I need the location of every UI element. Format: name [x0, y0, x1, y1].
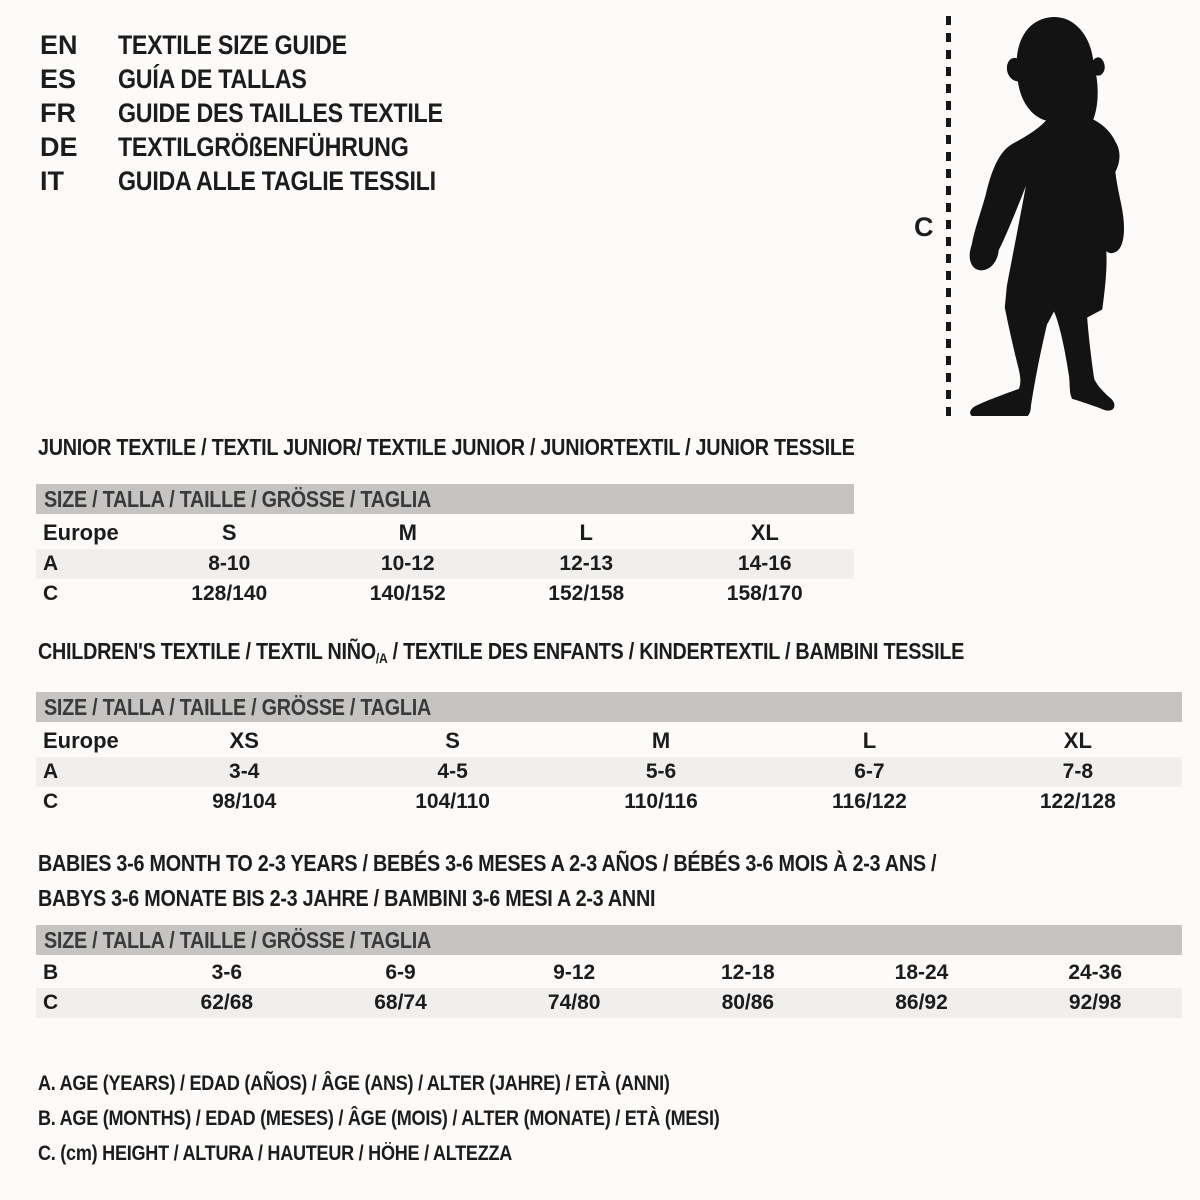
- size-value: 74/80: [547, 991, 601, 1014]
- nino-a-subscript: /A: [375, 650, 388, 666]
- size-value: 104/110: [415, 790, 490, 813]
- children-size-table: [36, 692, 1182, 817]
- height-measure-label: C: [914, 212, 934, 242]
- size-value: 6-7: [854, 760, 885, 783]
- size-header-bar: SIZE / TALLA / TAILLE / GRÖSSE / TAGLIA: [36, 484, 854, 514]
- table-header-row: [36, 517, 854, 549]
- size-value: 92/98: [1068, 991, 1122, 1014]
- row-label: A: [43, 760, 59, 783]
- table-row-age-months: [36, 958, 1182, 988]
- size-value: 86/92: [895, 991, 948, 1014]
- language-row-de: [40, 130, 496, 164]
- guide-title-es: GUÍA DE TALLAS: [118, 63, 307, 94]
- legend-line-a: A. AGE (YEARS) / EDAD (AÑOS) / ÂGE (ANS) / ALTER (JAHRE) / ETÀ (ANNI): [38, 1071, 670, 1095]
- language-row-fr: [40, 96, 496, 130]
- language-code: DE: [40, 131, 78, 162]
- size-value: 98/104: [212, 790, 277, 813]
- size-value: 152/158: [548, 582, 625, 605]
- size-col-header: S: [445, 728, 460, 753]
- size-value: 6-9: [385, 961, 416, 984]
- size-col-header: XS: [229, 728, 259, 753]
- size-col-header: M: [398, 520, 417, 545]
- table-row-age: [36, 757, 1182, 787]
- size-value: 12-18: [720, 961, 775, 984]
- row-label: C: [43, 790, 59, 813]
- language-row-en: [40, 28, 496, 62]
- guide-title-de: TEXTILGRÖßENFÜHRUNG: [118, 131, 409, 162]
- height-dashed-line: [946, 16, 951, 418]
- guide-title-en: TEXTILE SIZE GUIDE: [118, 29, 347, 60]
- guide-title-fr: GUIDE DES TAILLES TEXTILE: [118, 97, 443, 128]
- measurement-legend: [38, 1066, 830, 1171]
- size-value: 122/128: [1039, 790, 1116, 813]
- size-value: 3-6: [211, 961, 243, 984]
- size-col-header: XL: [1063, 728, 1092, 753]
- table-row-height: [36, 579, 854, 609]
- region-label: Europe: [43, 520, 119, 545]
- size-col-header: L: [579, 520, 593, 545]
- size-col-header: M: [651, 728, 671, 753]
- size-value: 8-10: [208, 552, 251, 575]
- babies-section-title: BABIES 3-6 MONTH TO 2-3 YEARS / BEBÉS 3-6 MESES A 2-3 AÑOS / BÉBÉS 3-6 MOIS À 2-3 ANS / BABYS 3-6 MONATE BIS 2-3 JAHRE / BAMBINI 3-6 MESI A 2-3 ANNI: [38, 850, 937, 911]
- junior-size-table: [36, 484, 854, 609]
- babies-size-table: [36, 925, 1182, 1018]
- size-value: 80/86: [721, 991, 775, 1014]
- junior-section-title: JUNIOR TEXTILE / TEXTIL JUNIOR/ TEXTILE JUNIOR / JUNIORTEXTIL / JUNIOR TESSILE: [38, 434, 855, 460]
- size-value: 128/140: [191, 582, 268, 605]
- size-value: 68/74: [374, 991, 427, 1014]
- language-row-es: [40, 62, 496, 96]
- region-label: Europe: [43, 728, 119, 753]
- table-header-row: [36, 725, 1182, 757]
- size-value: 18-24: [894, 961, 949, 984]
- size-value: 5-6: [645, 760, 677, 783]
- legend-line-b: B. AGE (MONTHS) / EDAD (MESES) / ÂGE (MOIS) / ALTER (MONATE) / ETÀ (MESI): [38, 1106, 720, 1130]
- table-row-height: [36, 787, 1182, 817]
- size-col-header: S: [221, 520, 237, 545]
- table-row-height: [36, 988, 1182, 1018]
- row-label: C: [43, 582, 59, 605]
- size-value: 9-12: [553, 961, 596, 984]
- size-value: 140/152: [369, 582, 446, 605]
- row-label: B: [43, 961, 59, 984]
- language-code: EN: [40, 29, 78, 60]
- size-value: 10-12: [380, 552, 435, 575]
- guide-title-it: GUIDA ALLE TAGLIE TESSILI: [118, 165, 436, 196]
- language-code: ES: [40, 63, 77, 94]
- size-header-bar: SIZE / TALLA / TAILLE / GRÖSSE / TAGLIA: [36, 692, 1182, 722]
- size-value: 62/68: [200, 991, 254, 1014]
- size-col-header: XL: [750, 520, 779, 545]
- size-value: 116/122: [832, 790, 907, 813]
- size-value: 4-5: [437, 760, 468, 783]
- size-value: 24-36: [1068, 961, 1123, 984]
- size-value: 3-4: [229, 760, 260, 783]
- row-label: C: [43, 991, 59, 1014]
- size-col-header: L: [862, 728, 877, 753]
- size-value: 7-8: [1062, 760, 1093, 783]
- size-value: 158/170: [726, 582, 803, 605]
- language-row-it: [40, 164, 496, 198]
- size-value: 12-13: [559, 552, 614, 575]
- children-section-title: CHILDREN'S TEXTILE / TEXTIL $NIÑO_{/A}$ / TEXTILE DES ENFANTS / KINDERTEXTIL / BAMBINI TESSILE: [38, 638, 965, 666]
- row-label: A: [43, 552, 59, 575]
- size-value: 110/116: [624, 790, 698, 813]
- legend-line-c: C. (cm) HEIGHT / ALTURA / HAUTEUR / HÖHE / ALTEZZA: [38, 1141, 513, 1165]
- size-value: 14-16: [737, 552, 792, 575]
- language-code: FR: [40, 97, 76, 128]
- language-code: IT: [40, 165, 64, 196]
- language-title-list: [40, 28, 496, 198]
- toddler-silhouette-image: [962, 14, 1134, 416]
- size-header-bar: SIZE / TALLA / TAILLE / GRÖSSE / TAGLIA: [36, 925, 1182, 955]
- table-row-age: [36, 549, 854, 579]
